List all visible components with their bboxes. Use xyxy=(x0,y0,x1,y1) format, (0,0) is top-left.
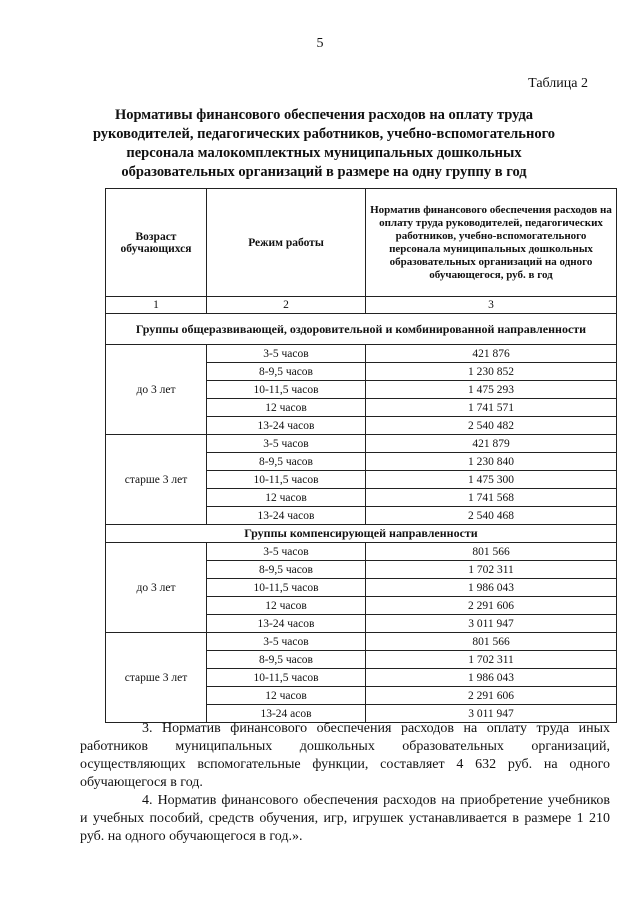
value-cell: 1 986 043 xyxy=(366,579,617,597)
paragraph-3 xyxy=(80,720,610,792)
header-age: Возраст обучающихся xyxy=(106,189,207,297)
mode-cell: 10-11,5 часов xyxy=(207,381,366,399)
age-cell: старше 3 лет xyxy=(106,435,207,525)
table-header-row xyxy=(106,189,617,297)
section-row xyxy=(106,314,617,345)
mode-cell: 8-9,5 часов xyxy=(207,363,366,381)
header-norm: Норматив финансового обеспечения расходов на оплату труда руководителей, педагогических работников, учебно-вспомогательного персонала муниципальных дошкольных образовательных организаций на одного обучающегося, руб. в год xyxy=(366,189,617,297)
value-cell: 3 011 947 xyxy=(366,615,617,633)
mode-cell: 13-24 часов xyxy=(207,417,366,435)
value-cell: 1 702 311 xyxy=(366,561,617,579)
table-row xyxy=(106,345,617,363)
section-title: Группы общеразвивающей, оздоровительной и комбинированной направленности xyxy=(106,314,617,345)
mode-cell: 3-5 часов xyxy=(207,435,366,453)
norms-table xyxy=(105,188,617,723)
mode-cell: 10-11,5 часов xyxy=(207,471,366,489)
mode-cell: 3-5 часов xyxy=(207,345,366,363)
mode-cell: 10-11,5 часов xyxy=(207,669,366,687)
column-number: 2 xyxy=(207,297,366,314)
mode-cell: 12 часов xyxy=(207,489,366,507)
value-cell: 801 566 xyxy=(366,633,617,651)
mode-cell: 13-24 часов xyxy=(207,507,366,525)
value-cell: 421 879 xyxy=(366,435,617,453)
value-cell: 2 291 606 xyxy=(366,597,617,615)
mode-cell: 12 часов xyxy=(207,597,366,615)
mode-cell: 8-9,5 часов xyxy=(207,651,366,669)
age-cell: старше 3 лет xyxy=(106,633,207,723)
value-cell: 1 230 840 xyxy=(366,453,617,471)
column-number: 3 xyxy=(366,297,617,314)
value-cell: 1 475 300 xyxy=(366,471,617,489)
column-number: 1 xyxy=(106,297,207,314)
page-number: 5 xyxy=(316,36,324,51)
value-cell: 3 011 947 xyxy=(366,705,617,723)
table-label: Таблица 2 xyxy=(528,76,588,91)
mode-cell: 8-9,5 часов xyxy=(207,561,366,579)
paragraph-4 xyxy=(80,792,610,846)
table-row xyxy=(106,435,617,453)
value-cell: 2 540 482 xyxy=(366,417,617,435)
mode-cell: 13-24 часов xyxy=(207,615,366,633)
mode-cell: 13-24 асов xyxy=(207,705,366,723)
age-cell: до 3 лет xyxy=(106,345,207,435)
paragraph-4-text: 4. Норматив финансового обеспечения расходов на приобретение учебников и учебных пособий, средств обучения, игр, игрушек устанавливается в размере 1 210 руб. на одного обучающегося в год.». xyxy=(80,793,610,844)
mode-cell: 3-5 часов xyxy=(207,543,366,561)
mode-cell: 10-11,5 часов xyxy=(207,579,366,597)
value-cell: 1 741 568 xyxy=(366,489,617,507)
value-cell: 421 876 xyxy=(366,345,617,363)
table-row xyxy=(106,633,617,651)
mode-cell: 3-5 часов xyxy=(207,633,366,651)
section-row xyxy=(106,525,617,543)
value-cell: 1 230 852 xyxy=(366,363,617,381)
mode-cell: 8-9,5 часов xyxy=(207,453,366,471)
value-cell: 801 566 xyxy=(366,543,617,561)
value-cell: 2 291 606 xyxy=(366,687,617,705)
section-title: Группы компенсирующей направленности xyxy=(106,525,617,543)
value-cell: 1 475 293 xyxy=(366,381,617,399)
value-cell: 1 986 043 xyxy=(366,669,617,687)
column-numbers-row xyxy=(106,297,617,314)
value-cell: 1 702 311 xyxy=(366,651,617,669)
value-cell: 1 741 571 xyxy=(366,399,617,417)
mode-cell: 12 часов xyxy=(207,687,366,705)
mode-cell: 12 часов xyxy=(207,399,366,417)
header-mode: Режим работы xyxy=(207,189,366,297)
value-cell: 2 540 468 xyxy=(366,507,617,525)
paragraph-3-text: 3. Норматив финансового обеспечения расходов на оплату труда иных работников муниципальных дошкольных образовательных организаций, осуществляющих вспомогательные функции, составляет 4 632 руб. на одного обучающегося в год. xyxy=(80,721,610,790)
document-title: Нормативы финансового обеспечения расходов на оплату труда руководителей, педагогических работников, учебно-вспомогательного персонала малокомплектных муниципальных дошкольных образовательных организаций в размере на одну группу в год xyxy=(92,107,556,180)
age-cell: до 3 лет xyxy=(106,543,207,633)
table-row xyxy=(106,543,617,561)
